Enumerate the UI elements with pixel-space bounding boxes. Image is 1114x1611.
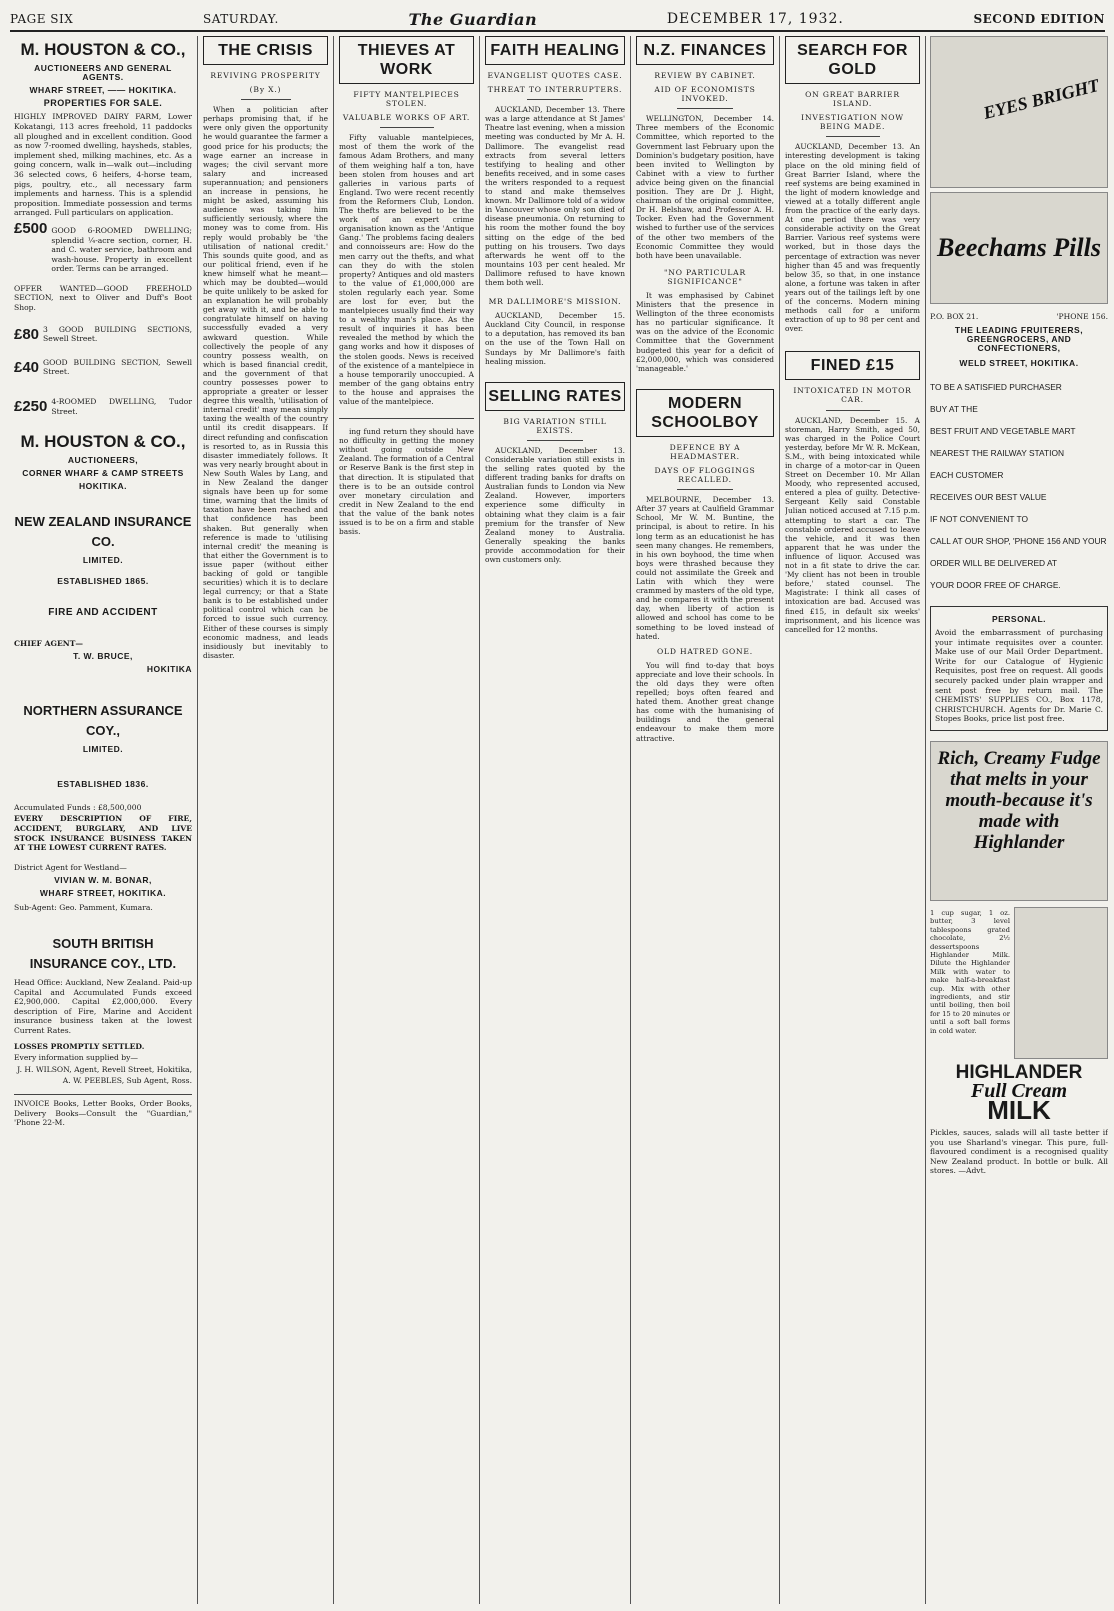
firm-address: CORNER WHARF & CAMP STREETS <box>22 468 184 479</box>
article-body: It was emphasised by Cabinet Ministers that the presence in Wellington of the three economists has no particular significance. It was on the advice of the Economic Committee that the Government budgeted this year for a deficit of £2,000,000, which was considered 'manageable.' <box>636 290 774 373</box>
milk-tin-image <box>1014 907 1108 1059</box>
beechams-ad-image <box>930 36 1108 188</box>
column-rule <box>779 36 780 1604</box>
agent-town: HOKITIKA <box>146 664 192 675</box>
article-body: You will find to-day that boys appreciate and love their schools. In the old days they were often repelled; boys often feared and hated them. Another great change has come with the humanising of buildings and the general endeavour to make them more attractive. <box>636 660 774 743</box>
subheadline: BIG VARIATION STILL EXISTS. <box>503 416 607 435</box>
column-article-thieves <box>339 36 474 1604</box>
article-body: WELLINGTON, December 14. Three members of the Economic Committee, which reported to the Government last February upon the Dominion's budgetary position, have been invited to Wellington by Cabinet with a view to further advice being given on the financial position. They are Dr J. Hight, chairman of the original committee, Dr H. Belshaw, and Professor A. H. Tocker. Even had the Government wished to further use of the services of the other two members of the Economic Committee they would both have been unavailable. <box>636 114 774 260</box>
article-body: AUCKLAND, December 13. An interesting development is taking place on the old mining field of Great Barrier Island, where the reef systems are being examined in the light of modern knowledge and viewed at a totally different angle from the practice of the early days. At one period there was very considerable activity on the Great Barrier. Various reef systems were worked, but in those days the percentage of extraction was never higher than 45 and was frequently below 35, so that, in one instance alone, a fortune was taken in after years out of the tailings left by one of the concerns. Modern mining methods call for a uniform extraction of up to 98 per cent and over. <box>785 142 920 334</box>
column-article-finances <box>636 36 774 1604</box>
headline: FINED £15 <box>785 351 920 380</box>
listing-text: 3 GOOD BUILDING SECTIONS, Sewell Street. <box>43 324 192 344</box>
column-rule <box>479 36 480 1604</box>
ad-slogan: Rich, Creamy Fudge that melts in your mouth-because it's made with Highlander <box>937 748 1101 853</box>
column-article-crisis <box>203 36 328 1604</box>
headline: THE CRISIS <box>203 36 328 65</box>
article-body: Fifty valuable mantelpieces, most of them the work of the famous Adam Brothers, and many of them weighing half a ton, have been stolen from houses and art galleries in various parts of England. Two were recent recently from the Reformers Club, London. The thefts are believed to be the work of an expert crime organisation known as the 'Antique Gang.' The problems facing dealers and connoisseurs are: How do the men carry out the thefts, and what can they do with the stolen property? Antiques and old masters to the value of £1,000,000 are stolen regularly each year. Some are lost for ever, but the mantelpieces usually find their way to a wealthy man's place. As the result of inquiries it has been revealed the method by which the gang works and how it disposes of the stolen goods. News is received of the existence of a mantelpiece in a house temporarily unoccupied. A member of the gang obtains entry to the house and appraises the value of the mantelpiece. <box>339 133 474 406</box>
info-note: Every information supplied by— <box>14 1053 138 1063</box>
issue-date: DECEMBER 17, 1932. <box>666 11 844 27</box>
sub-agent: Sub-Agent: Geo. Pamment, Kumara. <box>14 902 153 912</box>
subheadline: DEFENCE BY A HEADMASTER. <box>669 442 741 461</box>
column-rule <box>333 36 334 1604</box>
insurer-text: EVERY DESCRIPTION OF FIRE, ACCIDENT, BURGLARY, AND LIVE STOCK INSURANCE BUSINESS TAKEN AT THE LOWEST CURRENT RATES. <box>14 814 192 853</box>
po-box: P.O. BOX 21. <box>930 312 979 321</box>
firm-role: AUCTIONEERS AND GENERAL AGENTS. <box>34 63 172 83</box>
acrostic-line: IF NOT CONVENIENT TO <box>930 513 1029 524</box>
listing-text: GOOD BUILDING SECTION, Sewell Street. <box>43 357 192 377</box>
article-body-continued: ing fund return they should have no difficulty in getting the money without going outside New Zealand. The formation of a Central or Reserve Bank is the first step in that direction. It is stipulated that there is to be an outside control over monetary circulation and credit in New Zealand to the end that the value of the bank notes issued is to be on a firm and stable basis. <box>339 427 474 537</box>
subheadline: EVANGELIST QUOTES CASE. <box>487 71 623 80</box>
brand-product: MILK <box>987 1095 1051 1126</box>
shop-contact <box>930 312 1108 322</box>
shop-street: WELD STREET, HOKITIKA. <box>959 357 1079 368</box>
listing <box>14 219 192 276</box>
column-ads-houston <box>14 36 192 1604</box>
byline: (By X.) <box>249 85 282 95</box>
article-body: When a politician after perhaps promising that, if he were only given the opportunity he would guarantee the farmer a good price for his products; the wage earner an increase in wages; the civil servant more salary and increased superannuation; and pensioners an increase in pensions, he might be asked, assuming his audience was taking him sufficiently seriously, where the money was to come from. His reply would probably be 'the utilisation of national credit.' This sounds quite good, and as our political friend, even if he knew himself what he meant—which may be doubted—would be quite unlikely to be asked for an explanation he will probably get away with it, and be able to congratulate himself on having successfully evaded a very awkward question. While collectively the people of any country possess wealth, on which is based financial credit, and the government of that country possesses power to appropriate a greater or lesser degree this wealth, 'utilisation of internal credit' may mean simply taxing the wealth of the country until its credit disappears. If direct refunding and confiscation is resorted to, as in Russia this disaster immediately follows. It was very nearly brought about in New South Wales by Lang, and in New Zealand the danger signals have been up for some time, warning that the limits of taxation have been reached and that confidence has been shaken. But generally when reference is made to 'utilising internal credit' the meaning is that either the Government is to issue paper (without either backing of gold or tangible securities) which it is to declare legal currency; or that a State bank is to be established under political control which can be forced to issue such currency. Either of these courses is simply economic madness, and leads insidiously but inevitably to disaster. <box>203 105 328 660</box>
article-body: AUCKLAND, December 15. Auckland City Council, in response to a deputation, has removed its ban on the use of the Town Hall on Sundays by Mr Dallimore's faith healing mission. <box>485 311 625 366</box>
insurer-established: ESTABLISHED 1836. <box>57 778 149 789</box>
insurer-name: NORTHERN ASSURANCE COY., <box>23 702 183 738</box>
subheadline: ON GREAT BARRIER ISLAND. <box>805 90 900 109</box>
weekday: SATURDAY. <box>202 12 279 26</box>
article-body: AUCKLAND, December 15. A storeman, Harry Smith, aged 50, was charged in the Police Court yesterday, before Mr W. R. McKean, S.M., with being intoxicated while in charge of a motor-car in Queen Street on December 10. Mr Allan Moody, who represented accused, entered a plea of guilty. Detective-Sergeant Kelly said Constable Julian noticed accused at 7.15 p.m. attempting to start a car. The constable ordered accused to leave the vehicle, and it was then apparent that he was under the influence of liquor. Accused was not in a fit state to drive the car. 'My client has not been in trouble before,' stated counsel. The Magistrate: I think all cases of intoxication are bad. Accused was fined £15, in default six weeks' imprisonment, and his licence was cancelled for 12 months. <box>785 415 920 634</box>
headline: THIEVES AT WORK <box>339 36 474 84</box>
beechams-logo <box>930 192 1108 304</box>
masthead <box>10 8 1105 32</box>
section-heading: PROPERTIES FOR SALE. <box>43 98 163 109</box>
firm-name: M. HOUSTON & CO., <box>20 432 186 452</box>
insurer-established: ESTABLISHED 1865. <box>57 575 149 586</box>
losses-note: LOSSES PROMPTLY SETTLED. <box>14 1041 145 1051</box>
subheadline: THREAT TO INTERRUPTERS. <box>487 85 623 95</box>
firm-address: WHARF STREET, —— HOKITIKA. <box>29 85 177 96</box>
listing-price: £250 <box>14 398 48 416</box>
section-subhead: OLD HATRED GONE. <box>657 646 753 656</box>
acrostic-line: CALL AT OUR SHOP, 'PHONE 156 AND YOUR <box>930 535 1107 546</box>
listing-price: £40 <box>14 358 40 376</box>
agent-label: District Agent for Westland— <box>14 862 127 872</box>
listing <box>14 395 192 418</box>
subheadline: AID OF ECONOMISTS INVOKED. <box>654 85 756 104</box>
column-rule <box>197 36 198 1604</box>
agent-name: J. H. WILSON, Agent, Revell Street, Hokitika, <box>17 1064 192 1074</box>
listing-text: GOOD 6-ROOMED DWELLING; splendid ¼-acre section, corner, H. and C. water service, bathroom and wash-house. Property in excellent order. Terms can be arranged. <box>51 225 192 274</box>
shop-acrostic <box>930 376 1108 596</box>
brand-subtitle: Full Cream <box>970 1080 1068 1102</box>
headline: FAITH HEALING <box>485 36 625 65</box>
headline: MODERN SCHOOLBOY <box>636 389 774 437</box>
highlander-logo <box>930 1062 1108 1126</box>
subheadline: FIFTY MANTELPIECES STOLEN. <box>353 90 460 109</box>
subheadline: REVIVING PROSPERITY <box>210 71 321 80</box>
article-body: AUCKLAND, December 13. Considerable variation still exists in the selling rates quoted by the different trading banks for drafts on Australian funds to London via New Zealand. However, importers experience some difficulty in obtaining what they claim is a fair premium for the transfer of New Zealand money to Australia. Generally speaking the banks provide accommodation for their own customers only. <box>485 445 625 565</box>
column-rule <box>925 36 926 1604</box>
headline: N.Z. FINANCES <box>636 36 774 65</box>
acrostic-line: TO BE A SATISFIED PURCHASER <box>930 381 1062 392</box>
insurer-ltd: LIMITED. <box>82 743 124 754</box>
agent-label: CHIEF AGENT— <box>14 638 83 648</box>
subheadline: VALUABLE WORKS OF ART. <box>342 113 471 123</box>
personal-heading: PERSONAL. <box>991 613 1047 624</box>
recipe-text: 1 cup sugar, 1 oz. butter, 3 level tablespoons grated chocolate, 2½ dessertspoons Highlander Milk. Dilute the Highlander Milk with water to make half-a-breakfast cup. Mix with other ingredients, and stir until boiling, then boil for 15 to 20 minutes or until a soft ball forms in cold water. <box>930 909 1010 1035</box>
listing-price: £500 <box>14 219 48 237</box>
insurer-text: Head Office: Auckland, New Zealand. Paid-up Capital and Accumulated Funds exceed £2,900,000. Capital £2,000,000. Every description of Fire, Marine and Accident insurance business taken at the lowest Current Rates. <box>14 978 192 1036</box>
firm-role: AUCTIONEERS, <box>67 455 139 466</box>
column-article-gold <box>785 36 920 1604</box>
agent-address: WHARF STREET, HOKITIKA. <box>39 888 167 899</box>
paper-title: The Guardian <box>408 9 538 29</box>
firm-town: HOKITIKA. <box>79 481 127 492</box>
headline: SEARCH FOR GOLD <box>785 36 920 84</box>
brand-name: Beechams Pills <box>937 233 1101 263</box>
section-subhead: MR DALLIMORE'S MISSION. <box>488 297 622 307</box>
insurer-ltd: LIMITED. <box>82 554 124 565</box>
insurer-type: FIRE AND ACCIDENT <box>48 606 158 618</box>
listing-text: 4-ROOMED DWELLING, Tudor Street. <box>51 397 192 416</box>
acrostic-line: EACH CUSTOMER <box>930 469 1004 480</box>
insurer-name: SOUTH BRITISH INSURANCE COY., LTD. <box>29 936 177 972</box>
acrostic-line: NEAREST THE RAILWAY STATION <box>930 447 1065 458</box>
insurer-name: NEW ZEALAND INSURANCE CO. <box>14 513 192 549</box>
subheadline: REVIEW BY CABINET. <box>654 71 756 80</box>
agent-name: T. W. BRUCE, <box>73 651 133 662</box>
acrostic-line: RECEIVES OUR BEST VALUE <box>930 491 1047 502</box>
edition-label: SECOND EDITION <box>973 12 1105 26</box>
phone-number: 'PHONE 156. <box>1056 312 1108 321</box>
headline: SELLING RATES <box>485 382 625 411</box>
highlander-ad-banner <box>930 741 1108 901</box>
ad-slogan: EYES BRIGHT <box>981 74 1102 124</box>
listing-price: £80 <box>14 325 40 343</box>
printing-notice: INVOICE Books, Letter Books, Order Books, Delivery Books—Consult the "Guardian," 'Phone 22-M. <box>14 1099 192 1128</box>
article-body: MELBOURNE, December 13. After 37 years at Caulfield Grammar School, Mr W. M. Buntine, the principal, is about to retire. In his long term as an educationist he has seen many changes. He remembers, in his own boyhood, the time when boys were thrashed because they could not assimilate the Greek and Latin with which they were crammed by masters of the old type, and he compares it with the present day, when liberty of action is allowed and school has come to be something to be loved instead of hated. <box>636 495 774 641</box>
brand-name: HIGHLANDER <box>955 1062 1083 1083</box>
acrostic-line: BUY AT THE <box>930 403 978 414</box>
acrostic-line: YOUR DOOR FREE OF CHARGE. <box>930 579 1061 590</box>
article-body: AUCKLAND, December 13. There was a large attendance at St James' Theatre last evening, when a mission meeting was conducted by Mr A. H. Dallimore. The evangelist read extracts from several letters testifying to healing and other benefits received, and in some cases the writers responded to a request to stand and make themselves known. Mr Dallimore told of a widow in Vancouver whose only son died of disease pneumonia. On returning to his room the mother found the boy sitting on the edge of the bed putting on his trousers. Two days afterwards he went off to the mountains 103 per cent healed. Mr Dallimore refused to have known them both well. <box>485 105 625 287</box>
firm-name: M. HOUSTON & CO., <box>20 40 186 59</box>
column-ads-right <box>930 36 1108 1604</box>
subheadline: INVESTIGATION NOW BEING MADE. <box>801 113 904 132</box>
agent-name: A. W. PEEBLES, Sub Agent, Ross. <box>62 1076 192 1086</box>
page-number: PAGE SIX <box>10 12 74 26</box>
listing <box>14 356 192 379</box>
subheadline: INTOXICATED IN MOTOR CAR. <box>793 386 912 405</box>
highlander-ad-body <box>930 907 1108 1059</box>
vinegar-advt: Pickles, sauces, salads will all taste better if you use Sharland's vinegar. This pure, full-flavoured condiment is a recognised quality New Zealand product. In bottle or bulk. All stores. —Advt. <box>930 1128 1108 1176</box>
column-article-faith <box>485 36 625 1604</box>
section-subhead: "NO PARTICULAR SIGNIFICANCE" <box>664 267 746 286</box>
column-rule <box>630 36 631 1604</box>
acrostic-line: BEST FRUIT AND VEGETABLE MART <box>930 425 1076 436</box>
acrostic-line: ORDER WILL BE DELIVERED AT <box>930 557 1058 568</box>
agent-name: VIVIAN W. M. BONAR, <box>54 875 152 886</box>
insurer-funds: Accumulated Funds : £8,500,000 <box>14 802 142 812</box>
shop-name: THE LEADING FRUITERERS, GREENGROCERS, AND CONFECTIONERS, <box>954 324 1084 353</box>
listing <box>14 323 192 346</box>
subheadline: DAYS OF FLOGGINGS RECALLED. <box>654 466 756 485</box>
listing-dairy-farm: HIGHLY IMPROVED DAIRY FARM, Lower Kokatangi, 113 acres freehold, 11 paddocks all ploughed and in excellent condition. Good as now 7-roomed dwelling, haysheds, stables, implement shed, milking machines, etc. As a going concern, walk in—walk out—including 36 selected cows, 6 heifers, 4-horse team, pigs, poultry, etc., all necessary farm implements and harness. This is a splendid proposition. Immediate possession and terms arranged. Full particulars on application. <box>14 112 192 218</box>
personal-ad <box>930 606 1108 731</box>
listing-text: OFFER WANTED—GOOD FREEHOLD SECTION, next to Oliver and Duff's Boot Shop. <box>14 283 192 313</box>
personal-text: Avoid the embarrassment of purchasing your intimate requisites over a counter. Make use of our Mail Order Department. Write for our Catalogue of Hygienic Requisites, post free on request. All goods securely packed under plain wrapper and sent post free by return mail. The CHEMISTS' SUPPLIES CO., Box 1178, CHRISTCHURCH. Agents for Dr. Marie C. Stopes Books, price list post free. <box>935 628 1103 724</box>
